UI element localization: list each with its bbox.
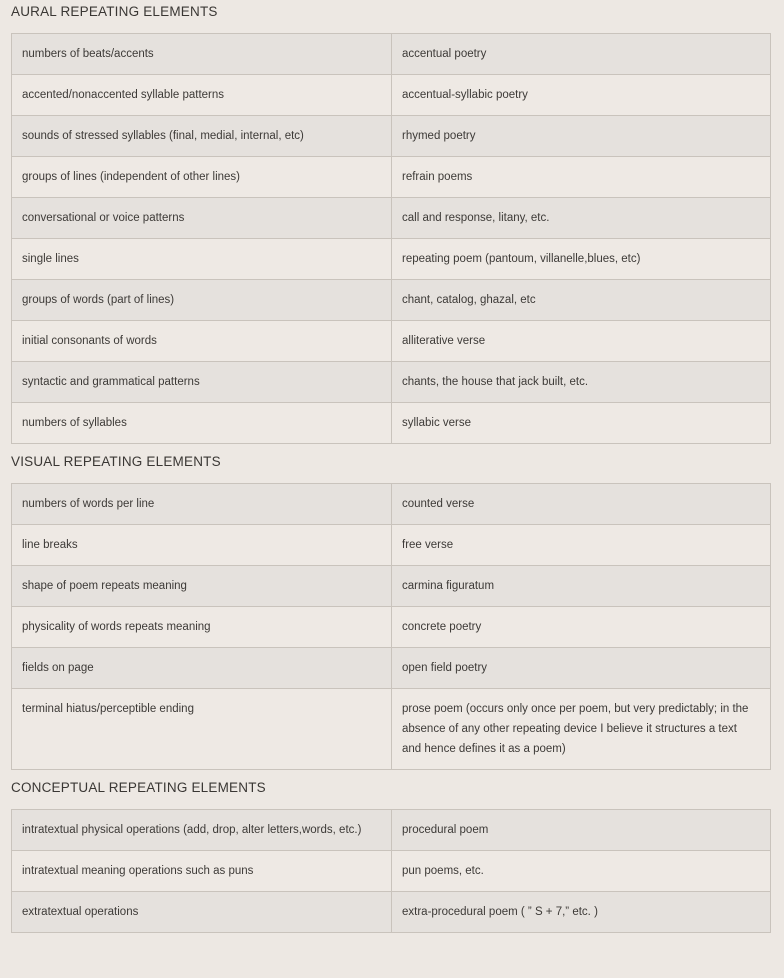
element-cell: extratextual operations bbox=[12, 892, 392, 933]
form-cell: syllabic verse bbox=[392, 403, 771, 444]
element-cell: numbers of beats/accents bbox=[12, 34, 392, 75]
form-cell: alliterative verse bbox=[392, 321, 771, 362]
table-row bbox=[12, 239, 771, 280]
aural-table bbox=[11, 33, 771, 444]
table-row bbox=[12, 75, 771, 116]
table-row bbox=[12, 34, 771, 75]
conceptual-table bbox=[11, 809, 771, 933]
table-row bbox=[12, 157, 771, 198]
element-cell: accented/nonaccented syllable patterns bbox=[12, 75, 392, 116]
element-cell: conversational or voice patterns bbox=[12, 198, 392, 239]
form-cell: counted verse bbox=[392, 484, 771, 525]
table-row bbox=[12, 484, 771, 525]
element-cell: numbers of words per line bbox=[12, 484, 392, 525]
element-cell: single lines bbox=[12, 239, 392, 280]
section-title-conceptual: CONCEPTUAL REPEATING ELEMENTS bbox=[11, 780, 266, 795]
element-cell: intratextual meaning operations such as puns bbox=[12, 851, 392, 892]
element-cell: terminal hiatus/perceptible ending bbox=[12, 689, 392, 770]
form-cell-line: prose poem (occurs only once per poem, but very predictably; in the absence of any other repeating device I believe it structures a text bbox=[402, 703, 749, 735]
form-cell: rhymed poetry bbox=[392, 116, 771, 157]
element-cell: physicality of words repeats meaning bbox=[12, 607, 392, 648]
table-row bbox=[12, 362, 771, 403]
form-cell: free verse bbox=[392, 525, 771, 566]
element-cell: intratextual physical operations (add, drop, alter letters,words, etc.) bbox=[12, 810, 392, 851]
element-cell: fields on page bbox=[12, 648, 392, 689]
form-cell: accentual poetry bbox=[392, 34, 771, 75]
element-cell: initial consonants of words bbox=[12, 321, 392, 362]
form-cell: procedural poem bbox=[392, 810, 771, 851]
form-cell: chants, the house that jack built, etc. bbox=[392, 362, 771, 403]
visual-table bbox=[11, 483, 771, 770]
table-row bbox=[12, 851, 771, 892]
form-cell: pun poems, etc. bbox=[392, 851, 771, 892]
table-row bbox=[12, 648, 771, 689]
element-cell: sounds of stressed syllables (final, medial, internal, etc) bbox=[12, 116, 392, 157]
form-cell: call and response, litany, etc. bbox=[392, 198, 771, 239]
form-cell: carmina figuratum bbox=[392, 566, 771, 607]
table-row bbox=[12, 280, 771, 321]
table-row bbox=[12, 810, 771, 851]
section-title-visual: VISUAL REPEATING ELEMENTS bbox=[11, 454, 221, 469]
element-cell: shape of poem repeats meaning bbox=[12, 566, 392, 607]
element-cell: groups of lines (independent of other lines) bbox=[12, 157, 392, 198]
table-row bbox=[12, 689, 771, 770]
table-row bbox=[12, 403, 771, 444]
table-row bbox=[12, 198, 771, 239]
form-cell: repeating poem (pantoum, villanelle,blues, etc) bbox=[392, 239, 771, 280]
element-cell: groups of words (part of lines) bbox=[12, 280, 392, 321]
form-cell: accentual-syllabic poetry bbox=[392, 75, 771, 116]
form-cell bbox=[392, 689, 771, 770]
form-cell: chant, catalog, ghazal, etc bbox=[392, 280, 771, 321]
table-row bbox=[12, 321, 771, 362]
element-cell: numbers of syllables bbox=[12, 403, 392, 444]
form-cell-line: and hence defines it as a poem) bbox=[402, 743, 566, 755]
form-cell: refrain poems bbox=[392, 157, 771, 198]
element-cell: line breaks bbox=[12, 525, 392, 566]
table-row bbox=[12, 607, 771, 648]
form-cell: open field poetry bbox=[392, 648, 771, 689]
table-row bbox=[12, 892, 771, 933]
section-title-aural: AURAL REPEATING ELEMENTS bbox=[11, 4, 218, 19]
form-cell: extra-procedural poem ( ” S + 7,” etc. ) bbox=[392, 892, 771, 933]
element-cell: syntactic and grammatical patterns bbox=[12, 362, 392, 403]
form-cell: concrete poetry bbox=[392, 607, 771, 648]
table-row bbox=[12, 566, 771, 607]
table-row bbox=[12, 525, 771, 566]
page bbox=[0, 2, 784, 933]
table-row bbox=[12, 116, 771, 157]
